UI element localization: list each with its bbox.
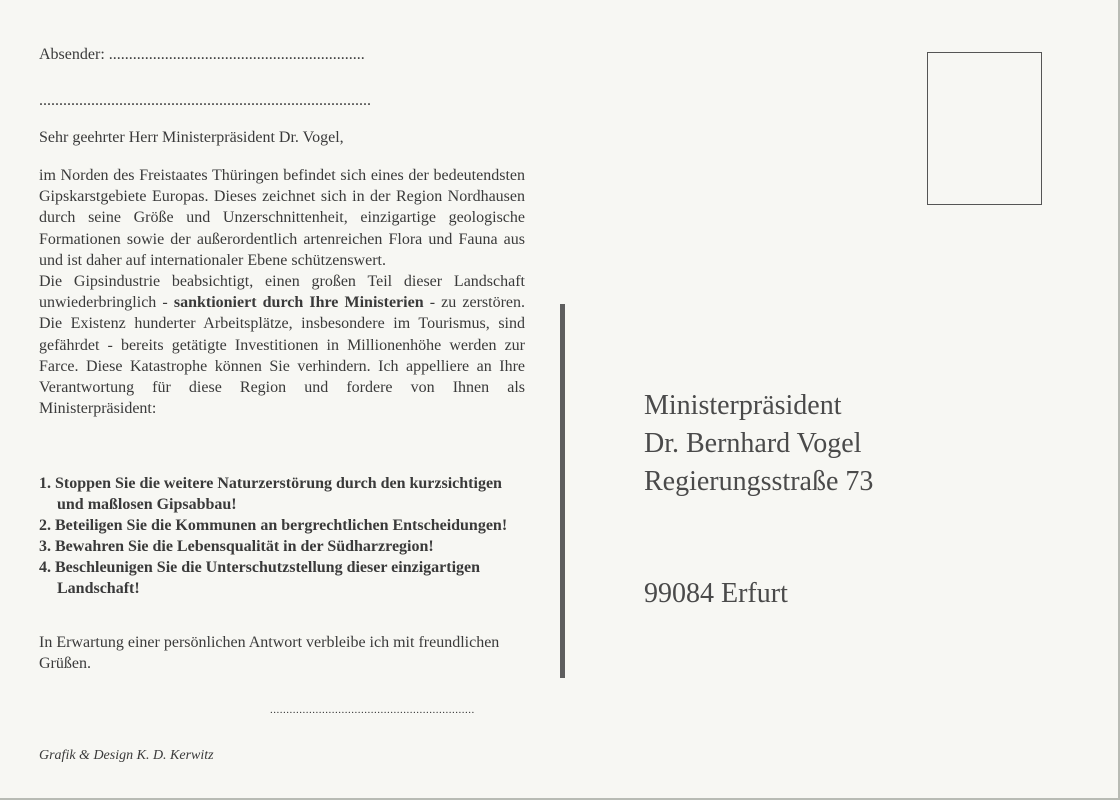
paragraph-2-emphasis: sanktioniert durch Ihre Ministerien (173, 294, 424, 312)
address-line-2: Dr. Bernhard Vogel (644, 428, 862, 459)
paragraph-2 (39, 271, 525, 419)
address-line-3: Regierungsstraße 73 (644, 466, 874, 497)
paragraph-2-end: - zu zerstören. Die Existenz hunderter Arbeitsplätze, insbesondere im Tourismus, sind gefährdet - bereits getätigte Investitionen in Millionenhöhe werden zur Farce. Diese Katastrophe können Sie verhindern. Ich appelliere an Ihre Verantwortung für diese Region und fordere von Ihnen als Ministerpräsident: (39, 294, 526, 418)
demand-item: 2. Beteiligen Sie die Kommunen an bergrechtlichen Entscheidungen! (39, 517, 508, 534)
letter-body (39, 165, 525, 419)
sender-label: Absender: ................................................................ (39, 46, 365, 63)
address-line-4: 99084 Erfurt (644, 578, 788, 609)
demands-list (39, 473, 525, 599)
paragraph-2-start: Die Gipsindustrie beabsichtigt, einen großen Teil dieser Landschaft unwiederbringlich - (39, 273, 525, 312)
demand-item: 1. Stoppen Sie die weitere Naturzerstörung durch den kurzsichtigen und maßlosen Gipsabbau! (39, 475, 502, 513)
demand-item: 4. Beschleunigen Sie die Unterschutzstellung dieser einzigartigen Landschaft! (39, 559, 481, 597)
demand-item: 3. Bewahren Sie die Lebensqualität in der Südharzregion! (39, 538, 434, 555)
address-line-1: Ministerpräsident (644, 390, 842, 421)
salutation: Sehr geehrter Herr Ministerpräsident Dr. Vogel, (39, 129, 344, 146)
sender-line: ................................................................................... (39, 92, 371, 109)
signature-line: ............................................................... (270, 704, 475, 716)
design-credit: Grafik & Design K. D. Kerwitz (39, 748, 214, 763)
paragraph-1: im Norden des Freistaates Thüringen befindet sich eines der bedeutendsten Gipskarstgebiete Europas. Dieses zeichnet sich in der Region Nordhausen durch seine Größe und Unzerschnittenheit, einzigartige geologische Formationen sowie der außerordentlich artenreichen Flora und Fauna aus und ist daher auf internationaler Ebene schützenswert. (39, 167, 525, 269)
closing: In Erwartung einer persönlichen Antwort verbleibe ich mit freundlichen Grüßen. (39, 634, 500, 672)
stamp-box (927, 52, 1042, 205)
center-divider (560, 304, 565, 678)
